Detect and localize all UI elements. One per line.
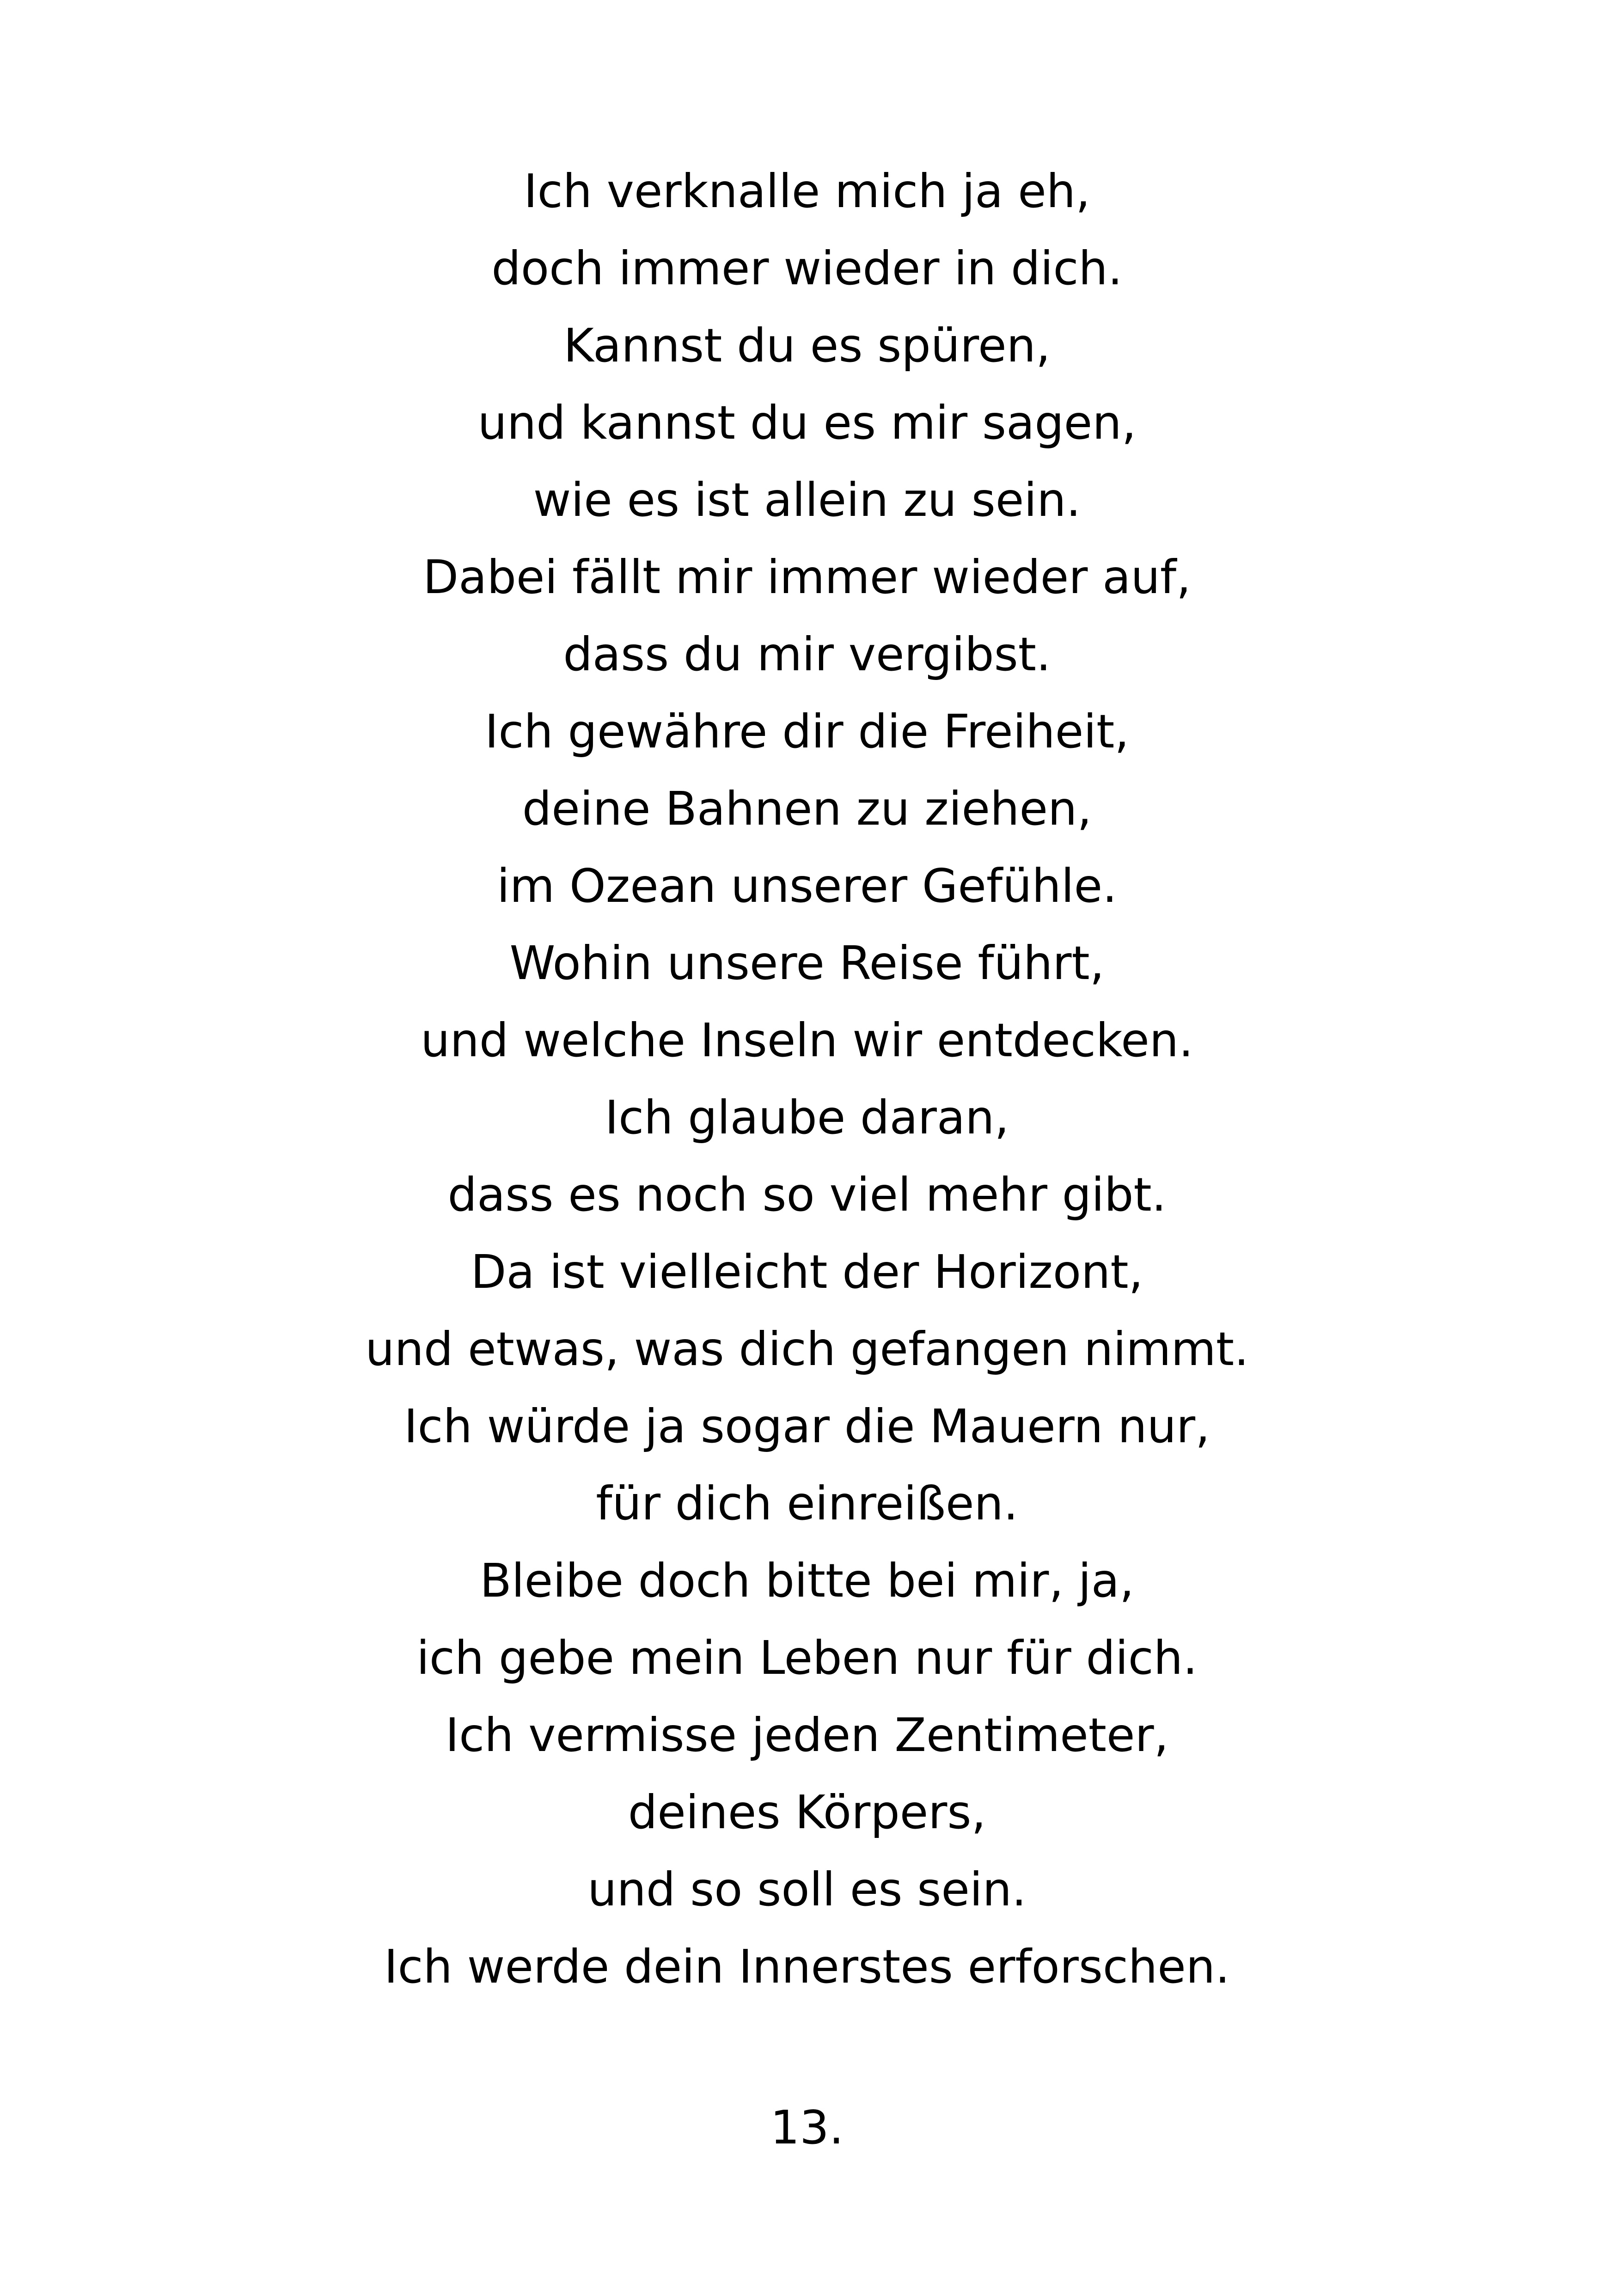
poem-line: dass du mir vergibst. [563,627,1051,681]
poem-line: und etwas, was dich gefangen nimmt. [365,1322,1249,1376]
poem-line: Kannst du es spüren, [563,318,1051,373]
poem-line: Wohin unsere Reise führt, [509,936,1105,990]
poem-line: deines Körpers, [628,1785,986,1839]
poem-line: und so soll es sein. [587,1862,1027,1916]
poem-line: für dich einreißen. [596,1476,1018,1531]
poem-line: Ich werde dein Innerstes erforschen. [384,1940,1230,1994]
poem-line: Da ist vielleicht der Horizont, [471,1245,1143,1299]
poem-line: doch immer wieder in dich. [491,241,1123,295]
poem-line: Ich glaube daran, [605,1090,1009,1145]
poem-line: Ich verknalle mich ja eh, [524,164,1090,218]
poem-line: im Ozean unserer Gefühle. [497,859,1117,913]
poem-text [0,153,1614,2005]
poem-line: und kannst du es mir sagen, [477,396,1137,450]
poem-line: Ich vermisse jeden Zentimeter, [445,1708,1169,1762]
page-number: 13. [770,2100,844,2155]
poem-line: Bleibe doch bitte bei mir, ja, [480,1554,1134,1608]
poem-line: Ich würde ja sogar die Mauern nur, [404,1399,1210,1453]
poem-line: Ich gewähre dir die Freiheit, [484,704,1130,759]
poem-line: dass es noch so viel mehr gibt. [447,1168,1167,1222]
poem-line: deine Bahnen zu ziehen, [522,782,1092,836]
poem-line: und welche Inseln wir entdecken. [421,1013,1193,1067]
poem-line: wie es ist allein zu sein. [533,473,1081,527]
poem-line: ich gebe mein Leben nur für dich. [416,1631,1198,1685]
poem-line: Dabei fällt mir immer wieder auf, [423,550,1191,604]
